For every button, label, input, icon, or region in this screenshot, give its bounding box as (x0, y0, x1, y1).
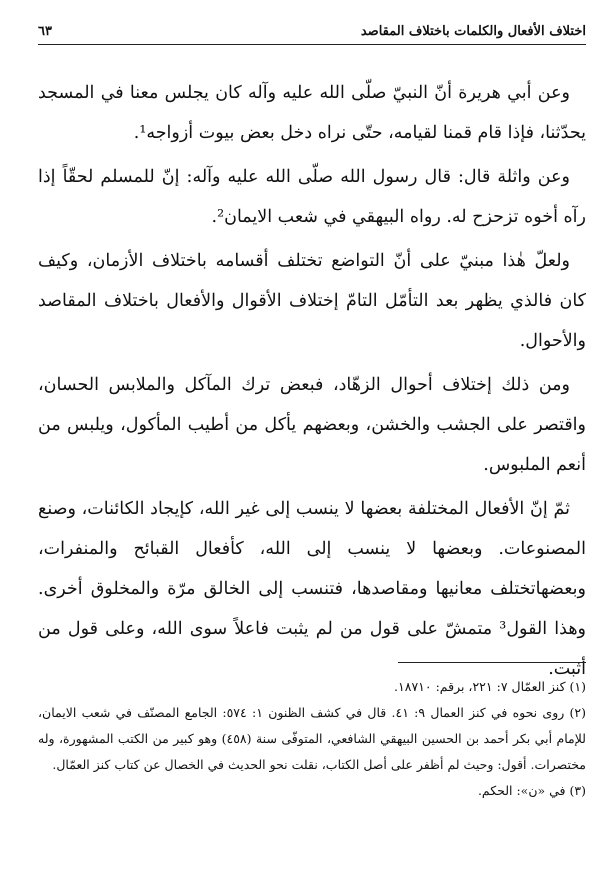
header-title: اختلاف الأفعال والكلمات باختلاف المقاصد (360, 24, 586, 39)
footnote-separator (398, 662, 586, 663)
running-header (38, 22, 586, 45)
paragraph-ascetics: ومن ذلك إختلاف أحوال الزهّاد، فبعض ترك المآكل والملابس الحسان، واقتصر على الجشب والخشن، وبعضهم يأكل من أطيب المأكول، ويلبس من أنعم الملبوس. (38, 375, 586, 475)
paragraph-abu-hurayra: وعن أبي هريرة أنّ النبيّ صلّى الله عليه وآله كان يجلس معنا في المسجد يحدّثنا، فإذا قام قمنا لقيامه، حتّى نراه دخل بعض بيوت أزواجه¹. (38, 83, 586, 143)
document-page (38, 22, 586, 852)
footnote-3: (٣) في «ن»: الحكم. (477, 783, 586, 798)
footnote-1: (١) كنز العمّال ٧: ٢٢١، برقم: ١٨٧١٠. (394, 679, 586, 694)
paragraph-humility: ولعلّ هٰذا مبنيّ على أنّ التواضع تختلف أقسامه باختلاف الأزمان، وكيف كان فالذي يظهر بعد التأمّل التامّ إختلاف الأقوال والأفعال باختلاف المقاصد والأحوال. (38, 251, 586, 351)
page-number: ٦٣ (38, 24, 52, 39)
paragraph-actions: ثمّ إنّ الأفعال المختلفة بعضها لا ينسب إلى غير الله، كإيجاد الكائنات، وصنع المصنوعات. وبعضها لا ينسب إلى الله، كأفعال القبائح والمنفرات، وبعضهاتختلف معانيها ومقاصدها، فتنسب إلى الخالق مرّة والمخلوق أخرى. وهذا القول³ متمشّ على قول من لم يثبت فاعلاً سوى الله، وعلى قول من أثبت. (38, 499, 586, 679)
footnotes (38, 674, 586, 804)
footnote-2: (٢) روى نحوه في كنز العمال ٩: ٤١. قال في كشف الظنون ١: ٥٧٤: الجامع المصنّف في شعب الايمان، للإمام أبي بكر أحمد بن الحسين البيهقي الشافعي، المتوفّى سنة (٤٥٨) وهو كبير من الكتب المشهورة، وله مختصرات. أقول: وحيث لم أظفر على أصل الكتاب، نقلت نحو الحديث في الخصال عن كتاب كنز العمّال. (38, 705, 587, 772)
paragraph-wathila: وعن واثلة قال: قال رسول الله صلّى الله عليه وآله: إنّ للمسلم لحقّاً إذا رآه أخوه تزحزح له. رواه البيهقي في شعب الايمان². (38, 167, 586, 227)
main-text (38, 73, 586, 689)
